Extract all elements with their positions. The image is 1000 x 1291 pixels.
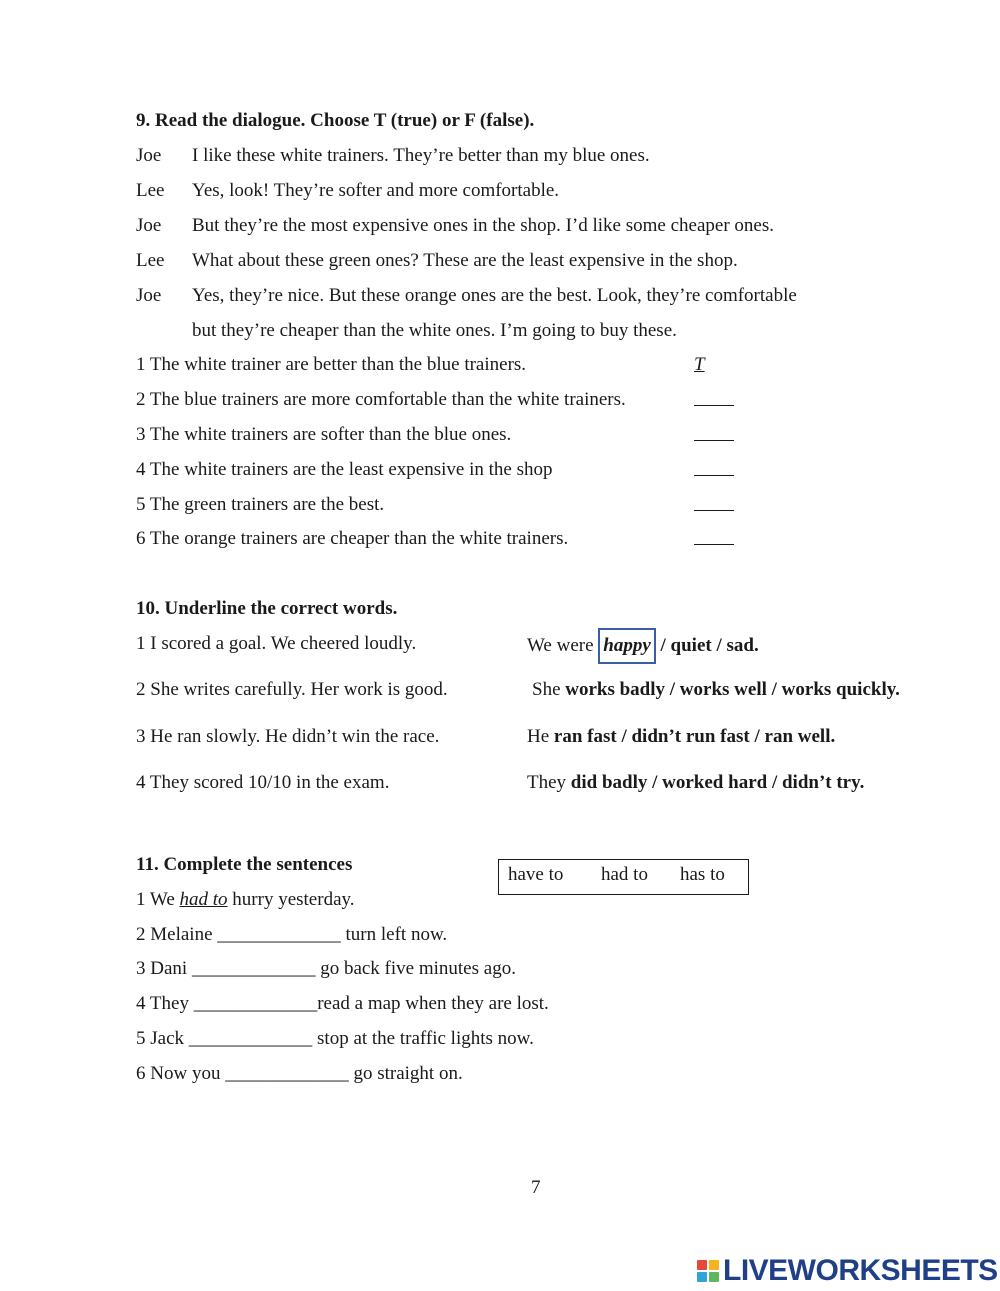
underline-prompt: 4 They scored 10/10 in the exam. <box>136 772 390 793</box>
tf-answer-blank[interactable] <box>694 493 734 518</box>
dialogue-speaker: Lee <box>136 250 165 271</box>
dialogue-speaker: Joe <box>136 215 162 236</box>
tf-answer[interactable]: T <box>694 354 705 375</box>
dialogue-speaker: Lee <box>136 180 165 201</box>
dialogue-line: Yes, they’re nice. But these orange ones are the best. Look, they’re comfortable <box>192 285 797 306</box>
section-9-heading: 9. Read the dialogue. Choose T (true) or F (false). <box>136 110 535 131</box>
tf-statement: 3 The white trainers are softer than the blue ones. <box>136 424 512 445</box>
dialogue-line-continuation: but they’re cheaper than the white ones. I’m going to buy these. <box>192 320 677 341</box>
dialogue-line: I like these white trainers. They’re better than my blue ones. <box>192 145 650 166</box>
gap-blank[interactable]: _____________ <box>191 958 316 979</box>
underline-prompt: 3 He ran slowly. He didn’t win the race. <box>136 726 440 747</box>
dialogue-line: Yes, look! They’re softer and more comfortable. <box>192 180 560 201</box>
tf-answer-blank[interactable] <box>694 388 734 413</box>
liveworksheets-logo <box>697 1254 998 1288</box>
section-10-heading: 10. Underline the correct words. <box>136 598 398 619</box>
example-answer: had to <box>179 889 228 910</box>
choice-lead: She <box>532 679 561 700</box>
gap-sentence: 4 They _____________read a map when they are lost. <box>136 993 549 1014</box>
word-option: had to <box>601 864 648 885</box>
tf-statement: 4 The white trainers are the least expensive in the shop <box>136 459 553 480</box>
tf-answer-blank[interactable] <box>694 527 734 552</box>
gap-blank[interactable]: _____________ <box>193 993 318 1014</box>
underline-choice-row <box>532 678 900 702</box>
choice-lead: He <box>527 726 550 747</box>
logo-text: LIVEWORKSHEETS <box>723 1254 998 1287</box>
choice-lead: They <box>527 772 567 793</box>
gap-sentence: 3 Dani _____________ go back five minutes ago. <box>136 958 516 979</box>
tf-statement: 2 The blue trainers are more comfortable than the white trainers. <box>136 389 626 410</box>
gap-blank[interactable]: _____________ <box>188 1028 313 1049</box>
word-box <box>498 859 749 895</box>
tf-statement: 1 The white trainer are better than the blue trainers. <box>136 354 527 375</box>
gap-sentence: 6 Now you _____________ go straight on. <box>136 1063 463 1084</box>
section-11-heading: 11. Complete the sentences <box>136 854 353 875</box>
choice-options[interactable]: did badly / worked hard / didn’t try. <box>570 772 865 793</box>
tf-answer-blank[interactable] <box>694 458 734 483</box>
underline-choice-row <box>527 725 835 749</box>
underline-prompt: 2 She writes carefully. Her work is good. <box>136 679 448 700</box>
example-sentence: 1 We had to hurry yesterday. <box>136 889 355 910</box>
choice-options[interactable]: works badly / works well / works quickly. <box>565 679 900 700</box>
gap-blank[interactable]: _____________ <box>217 924 341 945</box>
choice-options[interactable]: / quiet / sad. <box>660 635 759 656</box>
gap-sentence: 2 Melaine _____________ turn left now. <box>136 924 448 945</box>
gap-blank[interactable]: _____________ <box>225 1063 349 1084</box>
tf-statement: 6 The orange trainers are cheaper than the white trainers. <box>136 528 569 549</box>
word-option: have to <box>508 864 564 885</box>
word-option: has to <box>680 864 725 885</box>
tf-statement: 5 The green trainers are the best. <box>136 494 385 515</box>
selected-choice-happy[interactable]: happy <box>598 628 656 664</box>
choice-options[interactable]: ran fast / didn’t run fast / ran well. <box>553 726 836 747</box>
page-number: 7 <box>531 1177 541 1198</box>
dialogue-speaker: Joe <box>136 285 162 306</box>
dialogue-line: But they’re the most expensive ones in the shop. I’d like some cheaper ones. <box>192 215 774 236</box>
dialogue-speaker: Joe <box>136 145 162 166</box>
underline-choice-row <box>527 632 759 660</box>
underline-choice-row <box>527 771 864 795</box>
choice-lead: We were <box>527 635 594 656</box>
dialogue-line: What about these green ones? These are the least expensive in the shop. <box>192 250 738 271</box>
tf-answer-blank[interactable] <box>694 423 734 448</box>
underline-prompt: 1 I scored a goal. We cheered loudly. <box>136 633 417 654</box>
logo-icon <box>697 1260 719 1282</box>
gap-sentence: 5 Jack _____________ stop at the traffic lights now. <box>136 1028 534 1049</box>
